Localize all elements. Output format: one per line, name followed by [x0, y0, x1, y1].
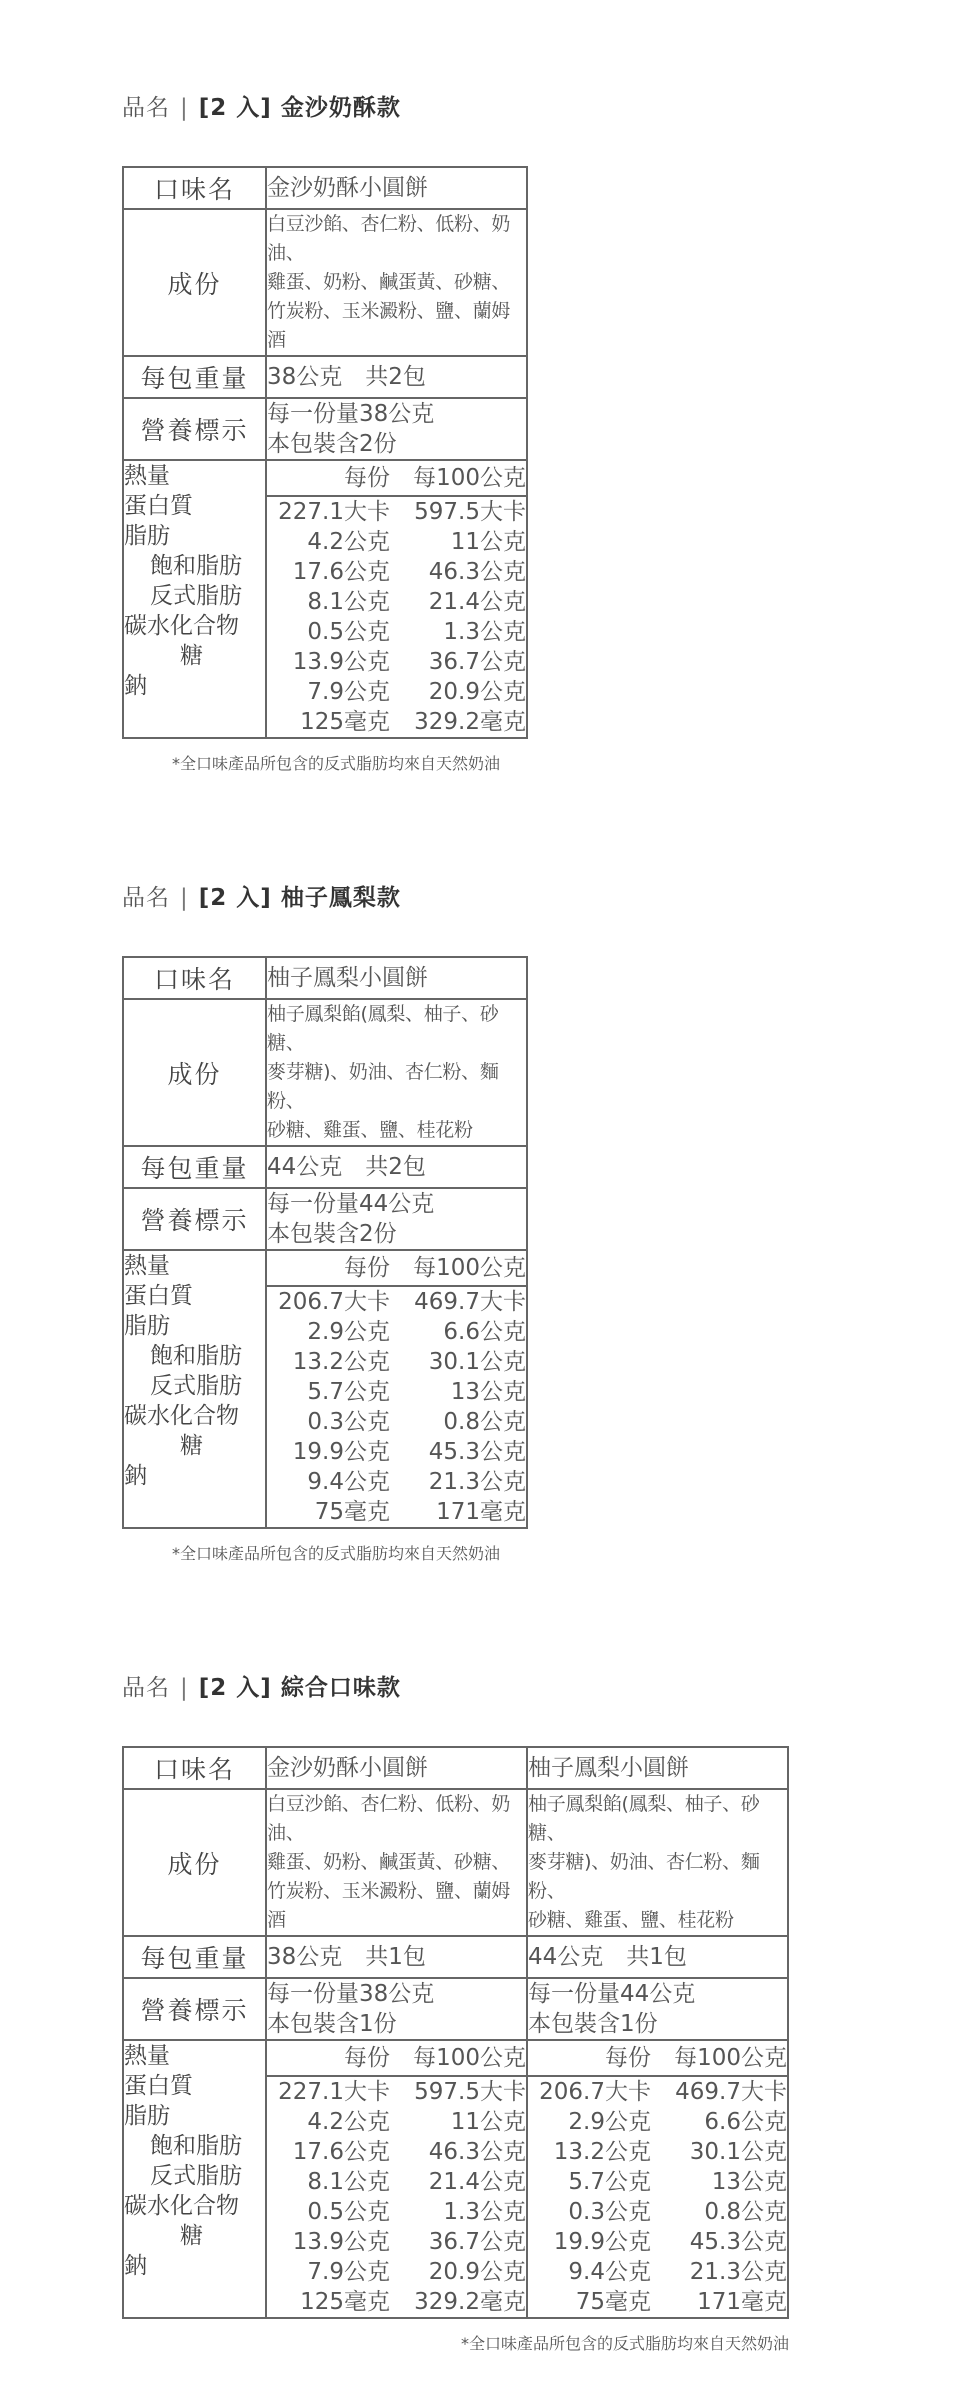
per-100g-value: 20.9公克 [428, 679, 526, 705]
per-serving-value: 5.7公克 [307, 1379, 390, 1405]
servings-per-pack: 本包裝含2份 [267, 1221, 397, 1247]
serving-row [123, 398, 527, 460]
per-100g-value: 597.5大卡 [414, 2079, 526, 2105]
weight-row [123, 356, 527, 398]
per-serving-value: 75毫克 [575, 2289, 651, 2315]
nutrient-label: 鈉 [124, 2253, 147, 2279]
nutrient-value-row [267, 1317, 526, 1347]
nutrient-label: 碳水化合物 [124, 613, 239, 639]
nutrient-value-row [267, 1347, 526, 1377]
serving-row [123, 1978, 788, 2040]
per-serving-header: 每份 [344, 2045, 390, 2071]
ingredients-line: 麥芽糖)、奶油、杏仁粉、麵粉、 [528, 1851, 760, 1902]
footnote: *全口味產品所包含的反式脂肪均來自天然奶油 [460, 2334, 789, 2353]
nutrition-table [122, 956, 528, 1529]
ingredients-line: 白豆沙餡、杏仁粉、低粉、奶油、 [267, 213, 511, 264]
ingredients-row [123, 1789, 788, 1936]
nutrient-col-header [266, 2040, 527, 2076]
per-100g-value: 1.3公克 [443, 2199, 526, 2225]
per-100g-header: 每100公克 [413, 465, 526, 491]
weight-row [123, 1936, 788, 1978]
per-serving-value: 7.9公克 [307, 2259, 390, 2285]
title-prefix: 品名 [122, 885, 170, 911]
per-100g-header: 每100公克 [674, 2045, 787, 2071]
per-serving-value: 9.4公克 [307, 1469, 390, 1495]
per-100g-header: 每100公克 [413, 2045, 526, 2071]
weight-row [123, 1146, 527, 1188]
serving-info [266, 1978, 527, 2040]
ingredients-label: 成份 [123, 209, 266, 356]
per-100g-value: 171毫克 [697, 2289, 787, 2315]
per-100g-header: 每100公克 [413, 1255, 526, 1281]
per-100g-value: 36.7公克 [428, 649, 526, 675]
nutrition-table [122, 1746, 789, 2319]
product-section-2 [122, 880, 528, 1564]
nutrient-label: 糖 [180, 2223, 203, 2249]
ingredients-line: 麥芽糖)、奶油、杏仁粉、麵粉、 [267, 1061, 499, 1112]
per-100g-value: 11公克 [450, 2109, 526, 2135]
per-100g-value: 469.7大卡 [675, 2079, 787, 2105]
per-100g-value: 469.7大卡 [414, 1289, 526, 1315]
nutrition-label: 營養標示 [123, 1188, 266, 1250]
per-100g-value: 1.3公克 [443, 619, 526, 645]
per-100g-value: 329.2毫克 [414, 709, 526, 735]
nutrient-value-row [528, 2257, 787, 2287]
ingredients-line: 雞蛋、奶粉、鹹蛋黃、砂糖、 [267, 1851, 511, 1873]
nutrient-values [266, 496, 527, 738]
nutrient-label: 飽和脂肪 [150, 553, 242, 579]
weight-value: 38公克 共2包 [266, 356, 527, 398]
nutrient-value-row [267, 557, 526, 587]
nutrient-label: 蛋白質 [124, 2073, 193, 2099]
nutrient-header-row [123, 1250, 527, 1286]
nutrient-label: 脂肪 [124, 1313, 170, 1339]
title-qty: [2 入] [198, 885, 272, 911]
title-separator: | [180, 885, 189, 911]
ingredients-value [527, 1789, 788, 1936]
nutrient-labels [123, 460, 266, 738]
nutrient-values [527, 2076, 788, 2318]
nutrient-value-row [267, 497, 526, 527]
per-100g-value: 30.1公克 [689, 2139, 787, 2165]
weight-label: 每包重量 [123, 1936, 266, 1978]
nutrient-value-row [528, 2197, 787, 2227]
serving-info [527, 1978, 788, 2040]
per-serving-value: 13.9公克 [292, 2229, 390, 2255]
nutrient-header-row [123, 460, 527, 496]
per-serving-value: 227.1大卡 [278, 499, 390, 525]
per-serving-value: 0.3公克 [568, 2199, 651, 2225]
nutrient-label: 碳水化合物 [124, 2193, 239, 2219]
per-serving-value: 125毫克 [300, 709, 390, 735]
per-100g-value: 36.7公克 [428, 2229, 526, 2255]
nutrient-value-row [267, 527, 526, 557]
nutrient-labels [123, 2040, 266, 2318]
per-100g-value: 597.5大卡 [414, 499, 526, 525]
servings-per-pack: 本包裝含1份 [267, 2011, 397, 2037]
ingredients-label: 成份 [123, 999, 266, 1146]
ingredients-line: 柚子鳳梨餡(鳳梨、柚子、砂糖、 [267, 1003, 499, 1054]
per-serving-value: 2.9公克 [568, 2109, 651, 2135]
per-serving-value: 13.9公克 [292, 649, 390, 675]
section-title [122, 1670, 789, 1706]
nutrient-value-row [267, 2197, 526, 2227]
per-serving-value: 2.9公克 [307, 1319, 390, 1345]
flavor-name: 柚子鳳梨小圓餅 [266, 957, 527, 999]
nutrition-label: 營養標示 [123, 398, 266, 460]
ingredients-label: 成份 [123, 1789, 266, 1936]
nutrient-value-row [267, 707, 526, 737]
per-serving-value: 206.7大卡 [539, 2079, 651, 2105]
weight-value: 44公克 共2包 [266, 1146, 527, 1188]
per-100g-value: 20.9公克 [428, 2259, 526, 2285]
nutrient-value-row [267, 1407, 526, 1437]
nutrient-label: 蛋白質 [124, 493, 193, 519]
nutrient-label: 飽和脂肪 [150, 1343, 242, 1369]
ingredients-line: 白豆沙餡、杏仁粉、低粉、奶油、 [267, 1793, 511, 1844]
nutrient-value-row [267, 2257, 526, 2287]
nutrient-value-row [267, 2137, 526, 2167]
nutrient-value-row [528, 2137, 787, 2167]
nutrient-label: 反式脂肪 [150, 2163, 242, 2189]
flavor-label: 口味名 [123, 1747, 266, 1789]
ingredients-value [266, 999, 527, 1146]
flavor-row [123, 957, 527, 999]
ingredients-value [266, 1789, 527, 1936]
per-serving-value: 19.9公克 [292, 1439, 390, 1465]
product-section-1 [122, 90, 528, 774]
per-serving-value: 9.4公克 [568, 2259, 651, 2285]
per-serving-value: 0.5公克 [307, 619, 390, 645]
nutrient-value-row [267, 2287, 526, 2317]
servings-per-pack: 本包裝含2份 [267, 431, 397, 457]
nutrient-value-row [267, 1377, 526, 1407]
nutrient-label: 糖 [180, 643, 203, 669]
per-100g-value: 0.8公克 [443, 1409, 526, 1435]
per-100g-value: 45.3公克 [428, 1439, 526, 1465]
per-serving-value: 17.6公克 [292, 559, 390, 585]
nutrient-label: 反式脂肪 [150, 1373, 242, 1399]
per-serving-value: 4.2公克 [307, 529, 390, 555]
per-100g-value: 11公克 [450, 529, 526, 555]
nutrient-values [266, 2076, 527, 2318]
nutrient-header-row [123, 2040, 788, 2076]
weight-label: 每包重量 [123, 1146, 266, 1188]
nutrient-label: 碳水化合物 [124, 1403, 239, 1429]
title-separator: | [180, 95, 189, 121]
ingredients-row [123, 209, 527, 356]
title-prefix: 品名 [122, 95, 170, 121]
nutrient-labels [123, 1250, 266, 1528]
nutrient-label: 脂肪 [124, 2103, 170, 2129]
nutrient-col-header [266, 460, 527, 496]
per-serving-value: 13.2公克 [292, 1349, 390, 1375]
flavor-name: 金沙奶酥小圓餅 [266, 167, 527, 209]
nutrient-value-row [528, 2077, 787, 2107]
title-prefix: 品名 [122, 1675, 170, 1701]
ingredients-line: 雞蛋、奶粉、鹹蛋黃、砂糖、 [267, 271, 511, 293]
per-100g-value: 21.3公克 [689, 2259, 787, 2285]
flavor-name: 柚子鳳梨小圓餅 [527, 1747, 788, 1789]
per-100g-value: 21.4公克 [428, 2169, 526, 2195]
nutrient-value-row [528, 2167, 787, 2197]
ingredients-line: 竹炭粉、玉米澱粉、鹽、蘭姆酒 [267, 1880, 511, 1931]
nutrient-values [266, 1286, 527, 1528]
title-qty: [2 入] [198, 1675, 272, 1701]
per-100g-value: 329.2毫克 [414, 2289, 526, 2315]
per-serving-value: 227.1大卡 [278, 2079, 390, 2105]
ingredients-value [266, 209, 527, 356]
per-serving-value: 206.7大卡 [278, 1289, 390, 1315]
nutrient-value-row [267, 2227, 526, 2257]
product-section-3 [122, 1670, 789, 2354]
per-serving-value: 19.9公克 [553, 2229, 651, 2255]
serving-size: 每一份量44公克 [267, 1191, 435, 1217]
nutrient-value-row [267, 587, 526, 617]
flavor-name: 金沙奶酥小圓餅 [266, 1747, 527, 1789]
nutrient-value-row [267, 2107, 526, 2137]
nutrient-label: 熱量 [124, 2043, 170, 2069]
per-serving-header: 每份 [344, 465, 390, 491]
flavor-label: 口味名 [123, 167, 266, 209]
nutrition-label: 營養標示 [123, 1978, 266, 2040]
nutrient-label: 脂肪 [124, 523, 170, 549]
serving-info [266, 1188, 527, 1250]
serving-info [266, 398, 527, 460]
footnote: *全口味產品所包含的反式脂肪均來自天然奶油 [172, 754, 501, 773]
serving-row [123, 1188, 527, 1250]
serving-size: 每一份量38公克 [267, 1981, 435, 2007]
per-serving-value: 8.1公克 [307, 589, 390, 615]
nutrient-value-row [267, 1437, 526, 1467]
serving-size: 每一份量38公克 [267, 401, 435, 427]
nutrient-value-row [267, 1287, 526, 1317]
nutrient-value-row [267, 677, 526, 707]
flavor-row [123, 167, 527, 209]
footnote: *全口味產品所包含的反式脂肪均來自天然奶油 [172, 1544, 501, 1563]
nutrient-label: 飽和脂肪 [150, 2133, 242, 2159]
title-qty: [2 入] [198, 95, 272, 121]
flavor-label: 口味名 [123, 957, 266, 999]
weight-value: 38公克 共1包 [266, 1936, 527, 1978]
nutrient-label: 熱量 [124, 463, 170, 489]
per-serving-value: 0.5公克 [307, 2199, 390, 2225]
per-serving-value: 8.1公克 [307, 2169, 390, 2195]
per-100g-value: 30.1公克 [428, 1349, 526, 1375]
nutrient-label: 糖 [180, 1433, 203, 1459]
per-100g-value: 6.6公克 [704, 2109, 787, 2135]
per-100g-value: 0.8公克 [704, 2199, 787, 2225]
nutrient-value-row [267, 2077, 526, 2107]
per-serving-value: 17.6公克 [292, 2139, 390, 2165]
ingredients-line: 砂糖、雞蛋、鹽、桂花粉 [267, 1119, 473, 1141]
servings-per-pack: 本包裝含1份 [528, 2011, 658, 2037]
section-title [122, 880, 528, 916]
per-serving-header: 每份 [605, 2045, 651, 2071]
serving-size: 每一份量44公克 [528, 1981, 696, 2007]
title-name: 金沙奶酥款 [280, 95, 401, 121]
nutrient-value-row [267, 2167, 526, 2197]
nutrient-value-row [528, 2287, 787, 2317]
per-serving-value: 0.3公克 [307, 1409, 390, 1435]
per-serving-value: 5.7公克 [568, 2169, 651, 2195]
ingredients-line: 竹炭粉、玉米澱粉、鹽、蘭姆酒 [267, 300, 511, 351]
per-serving-value: 125毫克 [300, 2289, 390, 2315]
nutrient-label: 鈉 [124, 673, 147, 699]
nutrient-col-header [266, 1250, 527, 1286]
nutrient-label: 鈉 [124, 1463, 147, 1489]
nutrient-label: 熱量 [124, 1253, 170, 1279]
per-100g-value: 45.3公克 [689, 2229, 787, 2255]
nutrient-value-row [528, 2107, 787, 2137]
ingredients-line: 砂糖、雞蛋、鹽、桂花粉 [528, 1909, 734, 1931]
weight-value: 44公克 共1包 [527, 1936, 788, 1978]
per-serving-value: 4.2公克 [307, 2109, 390, 2135]
title-separator: | [180, 1675, 189, 1701]
per-100g-value: 46.3公克 [428, 2139, 526, 2165]
per-serving-header: 每份 [344, 1255, 390, 1281]
per-100g-value: 21.4公克 [428, 589, 526, 615]
flavor-row [123, 1747, 788, 1789]
per-100g-value: 6.6公克 [443, 1319, 526, 1345]
per-100g-value: 171毫克 [436, 1499, 526, 1525]
nutrient-label: 反式脂肪 [150, 583, 242, 609]
nutrient-value-row [267, 1497, 526, 1527]
nutrient-value-row [528, 2227, 787, 2257]
per-serving-value: 75毫克 [314, 1499, 390, 1525]
nutrient-value-row [267, 617, 526, 647]
ingredients-row [123, 999, 527, 1146]
nutrient-value-row [267, 1467, 526, 1497]
nutrient-value-row [267, 647, 526, 677]
title-name: 綜合口味款 [280, 1675, 401, 1701]
ingredients-line: 柚子鳳梨餡(鳳梨、柚子、砂糖、 [528, 1793, 760, 1844]
nutrient-col-header [527, 2040, 788, 2076]
per-serving-value: 13.2公克 [553, 2139, 651, 2165]
per-serving-value: 7.9公克 [307, 679, 390, 705]
section-title [122, 90, 528, 126]
title-name: 柚子鳳梨款 [280, 885, 401, 911]
per-100g-value: 21.3公克 [428, 1469, 526, 1495]
nutrition-table [122, 166, 528, 739]
nutrient-label: 蛋白質 [124, 1283, 193, 1309]
per-100g-value: 46.3公克 [428, 559, 526, 585]
per-100g-value: 13公克 [450, 1379, 526, 1405]
per-100g-value: 13公克 [711, 2169, 787, 2195]
weight-label: 每包重量 [123, 356, 266, 398]
